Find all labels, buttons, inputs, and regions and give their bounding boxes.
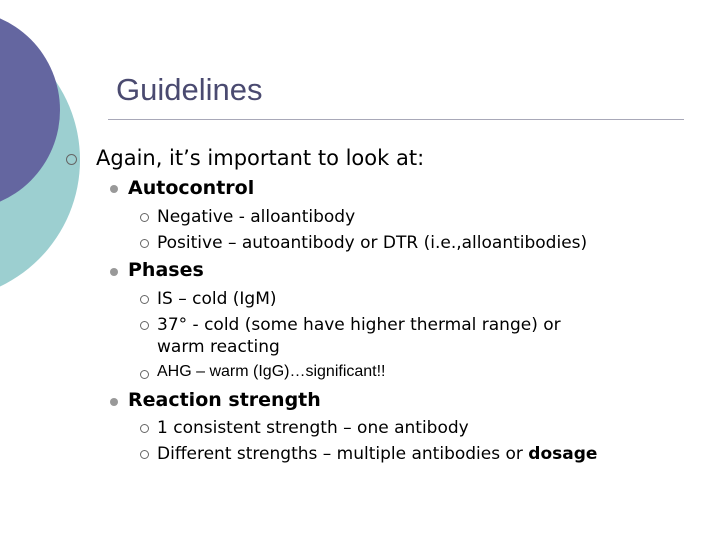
ring-bullet-icon bbox=[140, 370, 149, 379]
ring-bullet-icon bbox=[140, 321, 149, 330]
list-item-continuation: warm reacting bbox=[157, 337, 280, 357]
list-item: IS – cold (IgM) bbox=[157, 289, 277, 309]
emphasis-dosage: dosage bbox=[528, 444, 598, 464]
list-item: 37° - cold (some have higher thermal range) or bbox=[157, 315, 561, 335]
list-item: 1 consistent strength – one antibody bbox=[157, 418, 469, 438]
title-divider bbox=[108, 119, 684, 120]
ring-bullet-icon bbox=[140, 450, 149, 459]
section-heading-reaction-strength: Reaction strength bbox=[128, 389, 321, 411]
intro-text: Again, it’s important to look at: bbox=[96, 146, 425, 170]
list-item bbox=[157, 444, 597, 464]
dot-bullet-icon bbox=[110, 185, 118, 193]
section-heading-autocontrol: Autocontrol bbox=[128, 177, 255, 199]
ring-bullet-icon bbox=[66, 154, 77, 165]
list-item-text: Different strengths – multiple antibodies or bbox=[157, 444, 523, 464]
ring-bullet-icon bbox=[140, 213, 149, 222]
ring-bullet-icon bbox=[140, 295, 149, 304]
section-heading-phases: Phases bbox=[128, 259, 204, 281]
slide-title: Guidelines bbox=[116, 72, 263, 107]
dot-bullet-icon bbox=[110, 398, 118, 406]
ring-bullet-icon bbox=[140, 239, 149, 248]
list-item: Positive – autoantibody or DTR (i.e.,alloantibodies) bbox=[157, 233, 588, 253]
list-item: Negative - alloantibody bbox=[157, 207, 356, 227]
list-item: AHG – warm (IgG)…significant!! bbox=[157, 363, 386, 380]
dot-bullet-icon bbox=[110, 268, 118, 276]
ring-bullet-icon bbox=[140, 424, 149, 433]
